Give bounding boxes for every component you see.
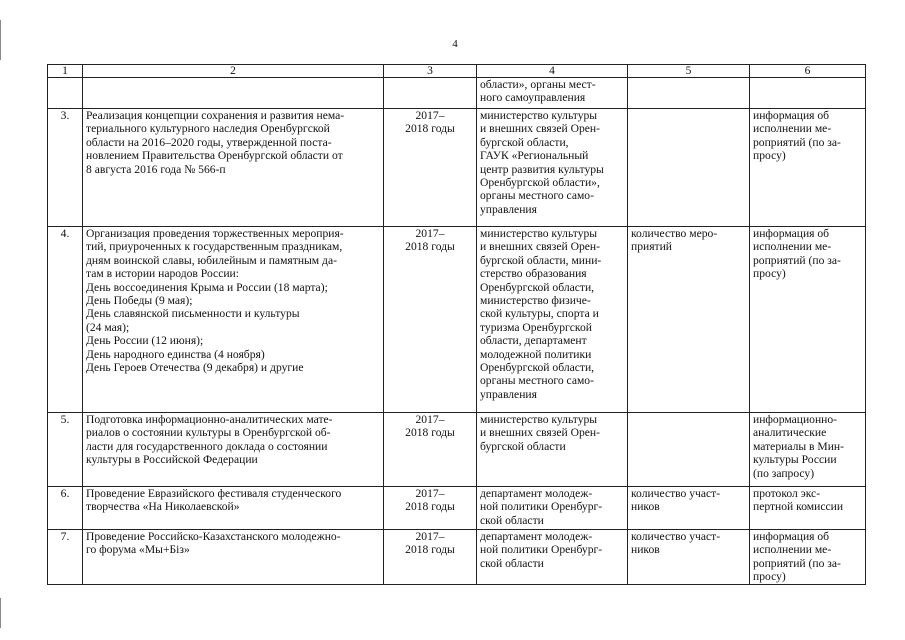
responsible-executors-line: ной политики Оренбург- [480,543,603,557]
report-form-line: информация об [753,530,830,543]
event-description-line: Реализация концепции сохранения и развития нема- [86,109,345,122]
performance-indicator-line: количество участ- [631,530,721,543]
responsible-executors-line: бургской области, [480,135,569,149]
period-line: 2017– [415,530,445,543]
period-line: 2018 годы [405,500,455,514]
event-description-line: риалов о состоянии культуры в Оренбургской об- [86,426,331,440]
row-number-cell: 4. [48,227,83,413]
event-description-line: День Победы (9 мая); [86,294,193,308]
report-form-line: просу) [753,570,786,584]
performance-indicator-line: количество участ- [631,487,721,500]
event-description-line: ласти для государственного доклада о состоянии [86,439,328,453]
event-description-line: дням воинской славы, юбилейным и памятным да- [86,253,337,267]
report-form-line: материалы в Мин- [753,439,844,453]
responsible-executors-line: министерство культуры [480,413,598,426]
responsible-executors-line: ской области [480,513,544,527]
row-number-cell: 5. [48,413,83,487]
responsible-executors-cell [477,78,628,109]
header-cell-col1: 1 [48,65,83,78]
responsible-executors-line: органы местного само- [480,374,594,388]
period-line: 2017– [415,487,445,500]
period-cell [384,78,477,109]
table-row [48,109,866,227]
table-row [48,413,866,487]
responsible-executors-line: департамент молодеж- [480,487,593,500]
responsible-executors-line: области, департамент [480,334,587,348]
report-form-line: просу) [753,149,786,163]
responsible-executors-line: бургской области [480,439,566,453]
header-cell-col4: 4 [477,65,628,78]
performance-indicator-line: ников [631,500,660,514]
header-cell-col3: 3 [384,65,477,78]
responsible-executors-line: ской области [480,556,544,570]
responsible-executors-line: департамент молодеж- [480,530,593,543]
responsible-executors-line: области», органы мест- [480,78,596,91]
responsible-executors-line: ГАУК «Региональный [480,149,589,163]
report-form-line: (по запросу) [753,466,815,480]
row-number-cell: 3. [48,109,83,227]
event-description-line: День воссоединения Крыма и России (18 марта); [86,280,328,294]
table-row [48,487,866,530]
responsible-executors-line: управления [480,387,537,401]
table-row [48,227,866,413]
header-cell-col5: 5 [628,65,750,78]
report-form-line: исполнении ме- [753,122,832,136]
performance-indicator-cell [628,227,750,413]
header-cell-col2: 2 [83,65,384,78]
report-form-line: роприятий (по за- [753,556,841,570]
responsible-executors-line: и внешних связей Орен- [480,426,600,440]
event-description-line: Подготовка информационно-аналитических мате- [86,413,333,426]
report-form-line: протокол экс- [753,487,821,500]
report-form-line: информационно- [753,413,838,426]
report-form-cell [750,227,866,413]
report-form-line: исполнении ме- [753,240,832,254]
period-line: 2017– [415,109,445,122]
report-form-line: роприятий (по за- [753,135,841,149]
report-form-cell [750,109,866,227]
margin-scan-mark [0,20,1,60]
event-description-cell [83,487,384,530]
responsible-executors-cell [477,530,628,585]
responsible-executors-line: стерство образования [480,267,587,281]
responsible-executors-cell [477,413,628,487]
page-number: 4 [452,38,458,50]
event-description-line: культуры в Российской Федерации [86,453,258,467]
period-line: 2017– [415,413,445,426]
report-form-line: просу) [753,267,786,281]
report-form-line: культуры России [753,453,837,467]
responsible-executors-line: ской культуры, спорта и [480,307,599,321]
header-row [48,65,866,78]
responsible-executors-line: Оренбургской области, [480,361,595,375]
header-cell-col6: 6 [750,65,866,78]
event-description-line: го форума «Мы+Біз» [86,543,190,557]
event-description-line: области на 2016–2020 годы, утвержденной поста- [86,135,332,149]
event-description-line: Проведение Российско-Казахстанского молодежно- [86,530,341,543]
performance-indicator-line: ников [631,543,660,557]
responsible-executors-line: бургской области, мини- [480,253,602,267]
event-description-line: тий, приуроченных к государственным праздникам, [86,240,343,254]
report-form-line: пертной комиссии [753,500,844,514]
period-line: 2017– [415,227,445,240]
report-form-line: роприятий (по за- [753,253,841,267]
responsible-executors-cell [477,109,628,227]
event-description-cell [83,109,384,227]
period-cell [384,413,477,487]
event-description-line: новлением Правительства Оренбургской области от [86,149,343,163]
report-form-line: информация об [753,227,830,240]
responsible-executors-line: молодежной политики [480,347,592,361]
row-number-cell: 7. [48,530,83,585]
event-description-line: День народного единства (4 ноября) [86,347,265,361]
table-row [48,530,866,585]
margin-scan-mark [0,598,1,628]
responsible-executors-cell [477,487,628,530]
event-description-cell [83,78,384,109]
event-description-cell [83,227,384,413]
report-form-cell [750,413,866,487]
event-description-line: Проведение Евразийского фестиваля студенческого [86,487,342,500]
responsible-executors-cell [477,227,628,413]
event-description-line: (24 мая); [86,320,130,334]
event-description-line: териального культурного наследия Оренбургской [86,122,330,136]
performance-indicator-cell [628,413,750,487]
responsible-executors-line: управления [480,202,537,216]
event-description-line: 8 августа 2016 года № 566-п [86,162,226,176]
period-cell [384,227,477,413]
report-form-cell [750,530,866,585]
responsible-executors-line: ного самоуправления [480,91,586,105]
performance-indicator-cell [628,487,750,530]
event-description-line: Организация проведения торжественных мероприя- [86,227,344,240]
period-line: 2018 годы [405,240,455,254]
event-description-line: День славянской письменности и культуры [86,307,300,321]
responsible-executors-line: министерство физиче- [480,294,591,308]
period-cell [384,109,477,227]
responsible-executors-line: центр развития культуры [480,162,604,176]
performance-indicator-cell [628,109,750,227]
period-line: 2018 годы [405,122,455,136]
responsible-executors-line: Оренбургской области, [480,280,595,294]
responsible-executors-line: туризма Оренбургской [480,320,592,334]
responsible-executors-line: ной политики Оренбург- [480,500,603,514]
responsible-executors-line: органы местного само- [480,189,594,203]
event-description-line: День России (12 июня); [86,334,204,348]
responsible-executors-line: Оренбургской области», [480,176,600,190]
event-description-cell [83,530,384,585]
period-line: 2018 годы [405,426,455,440]
event-description-line: День Героев Отечества (9 декабря) и другие [86,361,304,375]
report-form-line: аналитические [753,426,827,440]
responsible-executors-line: министерство культуры [480,109,598,122]
report-form-cell [750,487,866,530]
responsible-executors-line: и внешних связей Орен- [480,240,600,254]
report-form-line: информация об [753,109,830,122]
report-form-cell [750,78,866,109]
responsible-executors-line: и внешних связей Орен- [480,122,600,136]
performance-indicator-cell [628,78,750,109]
period-cell [384,487,477,530]
event-description-line: творчества «На Николаевской» [86,500,240,514]
table-row [48,78,866,109]
event-description-line: там в истории народов России: [86,267,239,281]
performance-indicator-line: количество меро- [631,227,718,240]
responsible-executors-line: министерство культуры [480,227,598,240]
events-table [47,64,866,585]
event-description-cell [83,413,384,487]
row-number-cell [48,78,83,109]
table-body [48,78,866,585]
report-form-line: исполнении ме- [753,543,832,557]
performance-indicator-cell [628,530,750,585]
row-number-cell: 6. [48,487,83,530]
period-cell [384,530,477,585]
period-line: 2018 годы [405,543,455,557]
performance-indicator-line: приятий [631,240,673,254]
